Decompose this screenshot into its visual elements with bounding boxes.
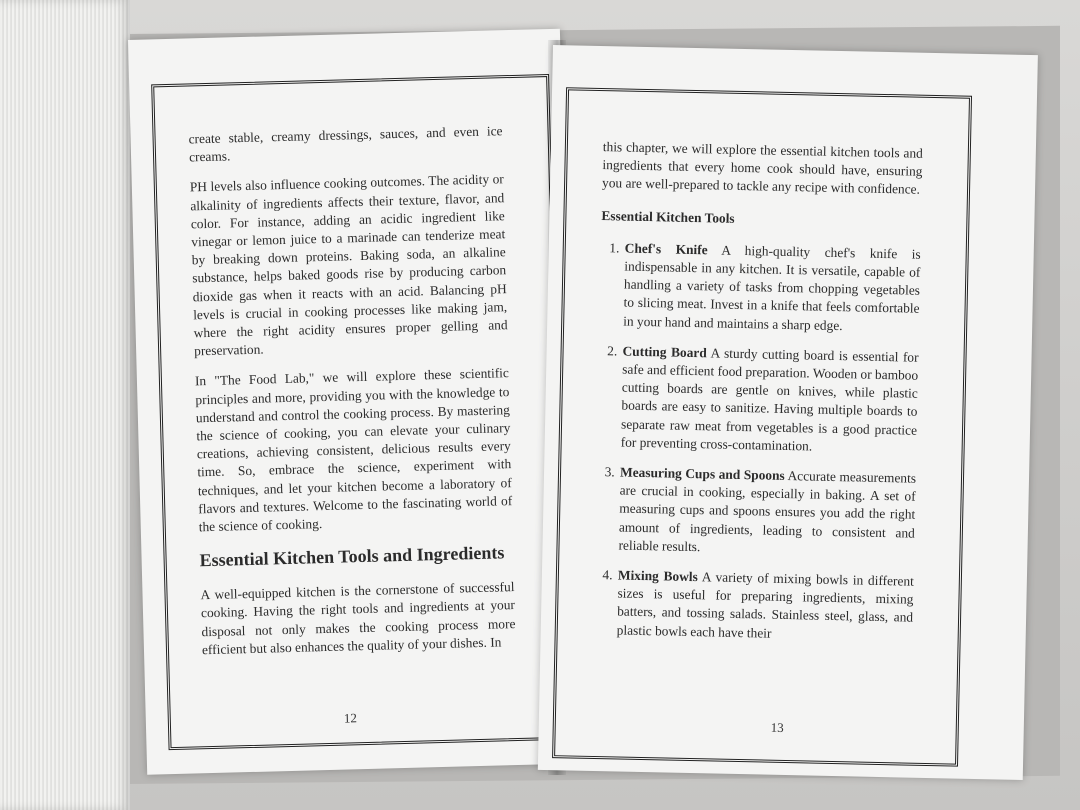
paragraph: create stable, creamy dressings, sauces, and even ice creams. <box>188 123 503 165</box>
item-title: Chef's Knife <box>624 240 708 258</box>
subheading: Essential Kitchen Tools <box>601 207 735 226</box>
page-number: 13 <box>770 719 784 735</box>
tools-list <box>593 239 921 646</box>
paragraph: this chapter, we will explore the essential kitchen tools and ingredients that every home cook should have, ensuring you are well-prepared to tackle any recipe with confidence. <box>601 139 923 198</box>
item-title: Mixing Bowls <box>617 567 698 585</box>
page-stack-edges <box>0 0 130 810</box>
list-item <box>621 239 921 336</box>
paragraph: PH levels also influence cooking outcomes. The acidity or alkalinity of ingredients affects their texture, flavor, and color. For instance, adding an acidic ingredient like vinegar or lemon juice to a marinade can tenderize meat by breaking down proteins. Baking soda, an alkaline substance, helps baked goods rise by producing carbon dioxide gas when it reacts with an acid. Balancing pH levels is crucial in cooking processes like making jam, where the right acidity ensures proper gelling and preservation. <box>189 171 508 359</box>
item-text: Accurate measurements are crucial in cooking, especially in baking. A set of measuring cups and spoons ensures you add the right amount of ingredients, leading to consistent and reliable results. <box>618 467 917 555</box>
list-item <box>615 566 914 645</box>
list-item <box>616 464 916 561</box>
item-text: A sturdy cutting board is essential for safe and efficient food preparation. Wooden or bamboo cutting boards are gentle on knives, while plastic boards are easy to sanitize. Having multiple boards to separate raw meat from vegetables is a good practice for preventing cross-contamination. <box>620 345 919 454</box>
left-page <box>128 29 579 775</box>
left-page-text <box>188 122 516 671</box>
paragraph: In "The Food Lab," we will explore these scientific principles and more, providing you with the knowledge to understand and control the cooking process. By mastering the science of cooking, you can elevate your culinary creations, achieving consistent, delicious results every time. So, embrace the science, experiment with techniques, and let your kitchen become a laboratory of flavors and textures. Welcome to the fascinating world of the science of cooking. <box>194 365 513 535</box>
section-heading: Essential Kitchen Tools and Ingredients <box>199 542 505 571</box>
item-text: A variety of mixing bowls in different sizes is useful for preparing ingredients, mixing batters, and tossing salads. Stainless steel, glass, and plastic bowls each have their <box>616 569 915 641</box>
page-number: 12 <box>343 710 358 726</box>
right-page-text <box>592 138 923 657</box>
item-title: Cutting Board <box>622 343 707 361</box>
item-text: A high-quality chef's knife is indispensable in any kitchen. It is versatile, capable of handling a variety of tasks from chopping vegetables to slicing meat. Invest in a knife that feels comfortable in your hand and maintains a sharp edge. <box>623 242 921 333</box>
list-item <box>619 342 919 457</box>
right-page <box>538 45 1038 780</box>
item-title: Measuring Cups and Spoons <box>619 464 785 483</box>
paragraph: A well-equipped kitchen is the cornerstone of successful cooking. Having the right tools and ingredients at your disposal not only makes the cooking process more efficient but also enhances the quality of your dishes. In <box>200 579 516 658</box>
